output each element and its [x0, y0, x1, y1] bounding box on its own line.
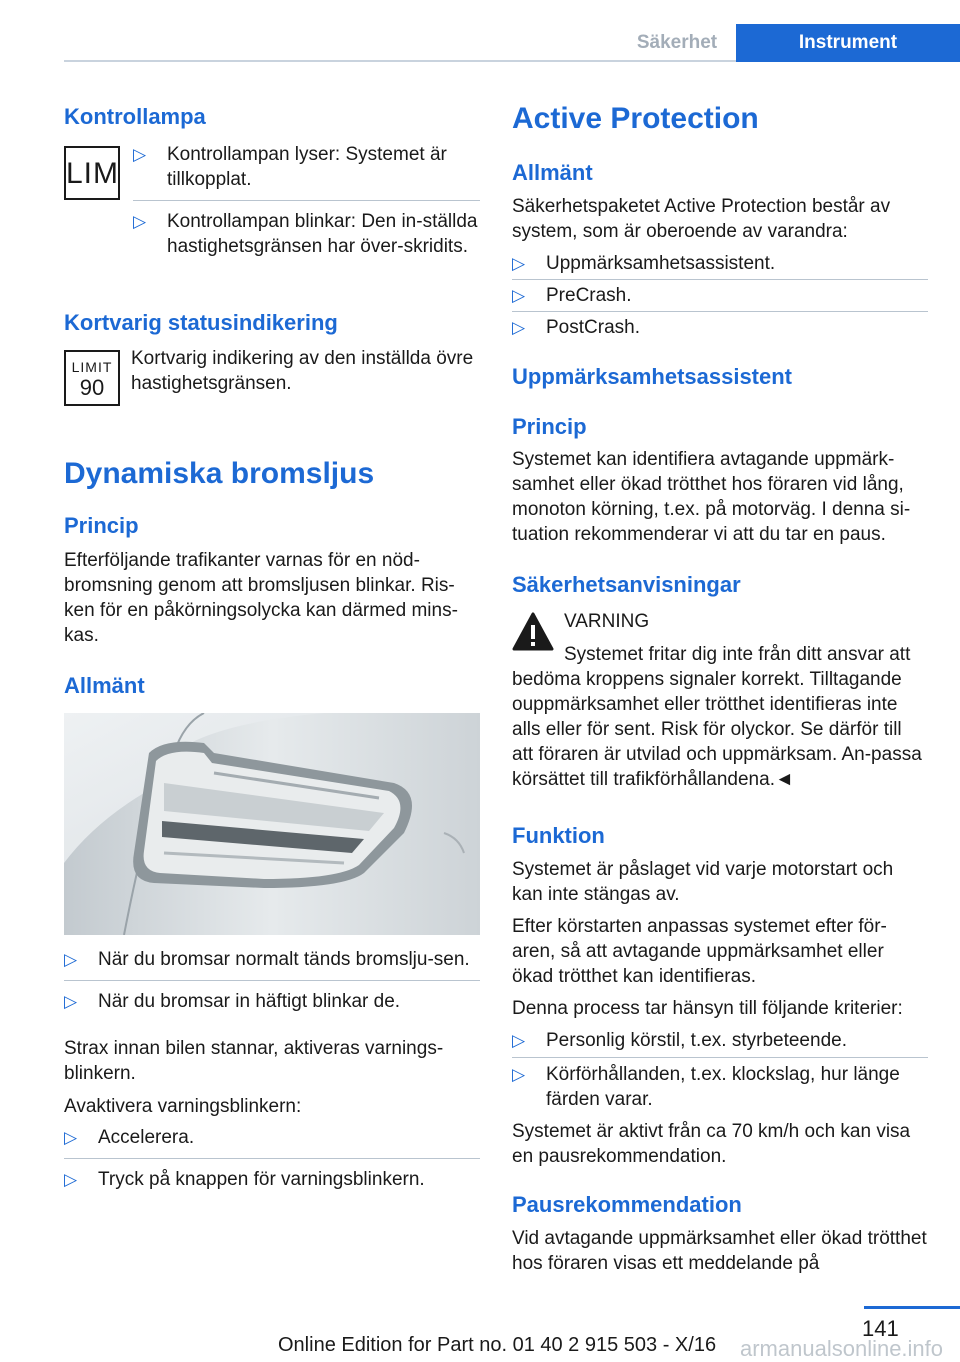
lim-icon-text: LIM — [66, 157, 120, 190]
allmant-heading: Allmänt — [64, 673, 145, 698]
warning-label: VARNING — [564, 611, 650, 632]
avaktivera-list — [64, 1125, 480, 1192]
triangle-bullet-icon: ▷ — [512, 286, 526, 305]
pausrekommendation-text: Vid avtagande uppmärksamhet eller ökad trötthet hos föraren visas ett meddelande på — [512, 1228, 927, 1274]
dynamiska-title: Dynamiska bromsljus — [64, 457, 375, 490]
list-item: ▷ PostCrash. — [512, 317, 640, 338]
divider — [64, 980, 480, 981]
funktion-text-1: Systemet är påslaget vid varje motorstart och kan inte stängas av. — [512, 859, 894, 905]
list-item: ▷ PreCrash. — [512, 285, 632, 306]
princip-text-right: Systemet kan identifiera avtagande uppmärk-samhet eller ökad trötthet hos föraren vid lång, monoton körning, t.ex. på motorväg. I denna si-tuation rekommenderar vi att du tar en paus. — [512, 449, 911, 545]
system-list — [512, 251, 928, 340]
divider — [512, 279, 928, 280]
triangle-bullet-icon: ▷ — [512, 1031, 526, 1050]
triangle-bullet-icon: ▷ — [133, 212, 147, 231]
triangle-bullet-icon: ▷ — [64, 950, 78, 969]
bromsljus-list — [64, 947, 480, 1014]
list-item: ▷ Tryck på knappen för varningsblinkern. — [64, 1169, 425, 1190]
funktion-heading: Funktion — [512, 823, 605, 848]
list-item: ▷ Kontrollampan blinkar: Den in-ställda hastighetsgränsen har över-skridits. — [133, 211, 478, 257]
tab-sakerhet[interactable]: Säkerhet — [636, 32, 718, 53]
triangle-bullet-icon: ▷ — [64, 1170, 78, 1189]
list-item: ▷ Kontrollampan lyser: Systemet är tillkopplat. — [133, 144, 447, 190]
funktion-text-2: Efter körstarten anpassas systemet efter för-aren, så att avtagande uppmärksamhet eller ökad trötthet kan identifieras. — [512, 916, 887, 987]
funktion-text-4: Systemet är aktivt från ca 70 km/h och kan visa en pausrekommendation. — [512, 1121, 911, 1167]
list-item: ▷ När du bromsar in häftigt blinkar de. — [64, 991, 401, 1012]
kontrollampa-heading: Kontrollampa — [64, 104, 206, 129]
allmant-heading-right: Allmänt — [512, 160, 593, 185]
list-item: ▷ När du bromsar normalt tänds bromslju-sen. — [64, 949, 470, 970]
list-item: ▷ Uppmärksamhetsassistent. — [512, 253, 776, 274]
triangle-bullet-icon: ▷ — [64, 992, 78, 1011]
princip-heading: Princip — [64, 513, 139, 538]
tab-instrument[interactable]: Instrument — [736, 24, 960, 62]
triangle-bullet-icon: ▷ — [133, 145, 147, 164]
warning-triangle-icon — [512, 612, 554, 652]
divider — [512, 311, 928, 312]
watermark: armanualsonline.info — [740, 1336, 944, 1361]
footer-edition: Online Edition for Part no. 01 40 2 915 503 - X/16 — [278, 1334, 717, 1356]
divider — [64, 1158, 480, 1159]
limit-icon-label: LIMIT — [71, 359, 113, 375]
triangle-bullet-icon: ▷ — [512, 318, 526, 337]
page-number: 141 — [862, 1316, 899, 1341]
divider — [133, 200, 480, 201]
warning-first-line: Systemet fritar dig inte från ditt ansvar att — [564, 644, 911, 665]
list-item: ▷ Personlig körstil, t.ex. styrbeteende. — [512, 1030, 847, 1051]
lim-indicator-icon — [64, 146, 120, 200]
avaktivera-text: Avaktivera varningsblinkern: — [64, 1096, 302, 1117]
princip-text: Efterföljande trafikanter varnas för en nöd-bromsning genom att bromsljusen blinkar. Ris-ken för en påkörningsolycka kan därmed mins-kas. — [64, 550, 458, 646]
triangle-bullet-icon: ▷ — [512, 1065, 526, 1084]
divider — [512, 1057, 928, 1058]
kontrollampa-list — [133, 142, 480, 259]
princip-heading-right: Princip — [512, 414, 587, 439]
uppmarksamhet-heading: Uppmärksamhetsassistent — [512, 364, 793, 389]
allmant-text-right: Säkerhetspaketet Active Protection består av system, som är oberoende av varandra: — [512, 196, 891, 242]
sakerhetsanvisningar-heading: Säkerhetsanvisningar — [512, 572, 741, 597]
triangle-bullet-icon: ▷ — [64, 1128, 78, 1147]
list-item: ▷ Körförhållanden, t.ex. klockslag, hur länge färden varar. — [512, 1064, 900, 1110]
limit-90-icon — [64, 350, 120, 406]
funktion-text-3: Denna process tar hänsyn till följande kriterier: — [512, 998, 903, 1019]
warning-text: bedöma kroppens signaler korrekt. Tilltagande ouppmärksamhet eller trötthet identifieras inte alls eller för sent. Risk för olyckor. Se därför till att föraren är utvilad och uppmärksam. An-passa körsättet till trafikförhållandena.◄ — [512, 669, 922, 790]
kortvarig-heading: Kortvarig statusindikering — [64, 310, 338, 335]
footer-rule — [864, 1306, 960, 1309]
varningsblinker-text: Strax innan bilen stannar, aktiveras varnings-blinkern. — [64, 1038, 444, 1084]
limit-icon-value: 90 — [79, 375, 105, 400]
kortvarig-text: Kortvarig indikering av den inställda övre hastighetsgränsen. — [131, 348, 474, 394]
triangle-bullet-icon: ▷ — [512, 254, 526, 273]
active-protection-title: Active Protection — [512, 102, 759, 135]
brake-light-illustration — [64, 713, 480, 935]
pausrekommendation-heading: Pausrekommendation — [512, 1192, 742, 1217]
kriterier-list — [512, 1028, 928, 1112]
list-item: ▷ Accelerera. — [64, 1127, 195, 1148]
